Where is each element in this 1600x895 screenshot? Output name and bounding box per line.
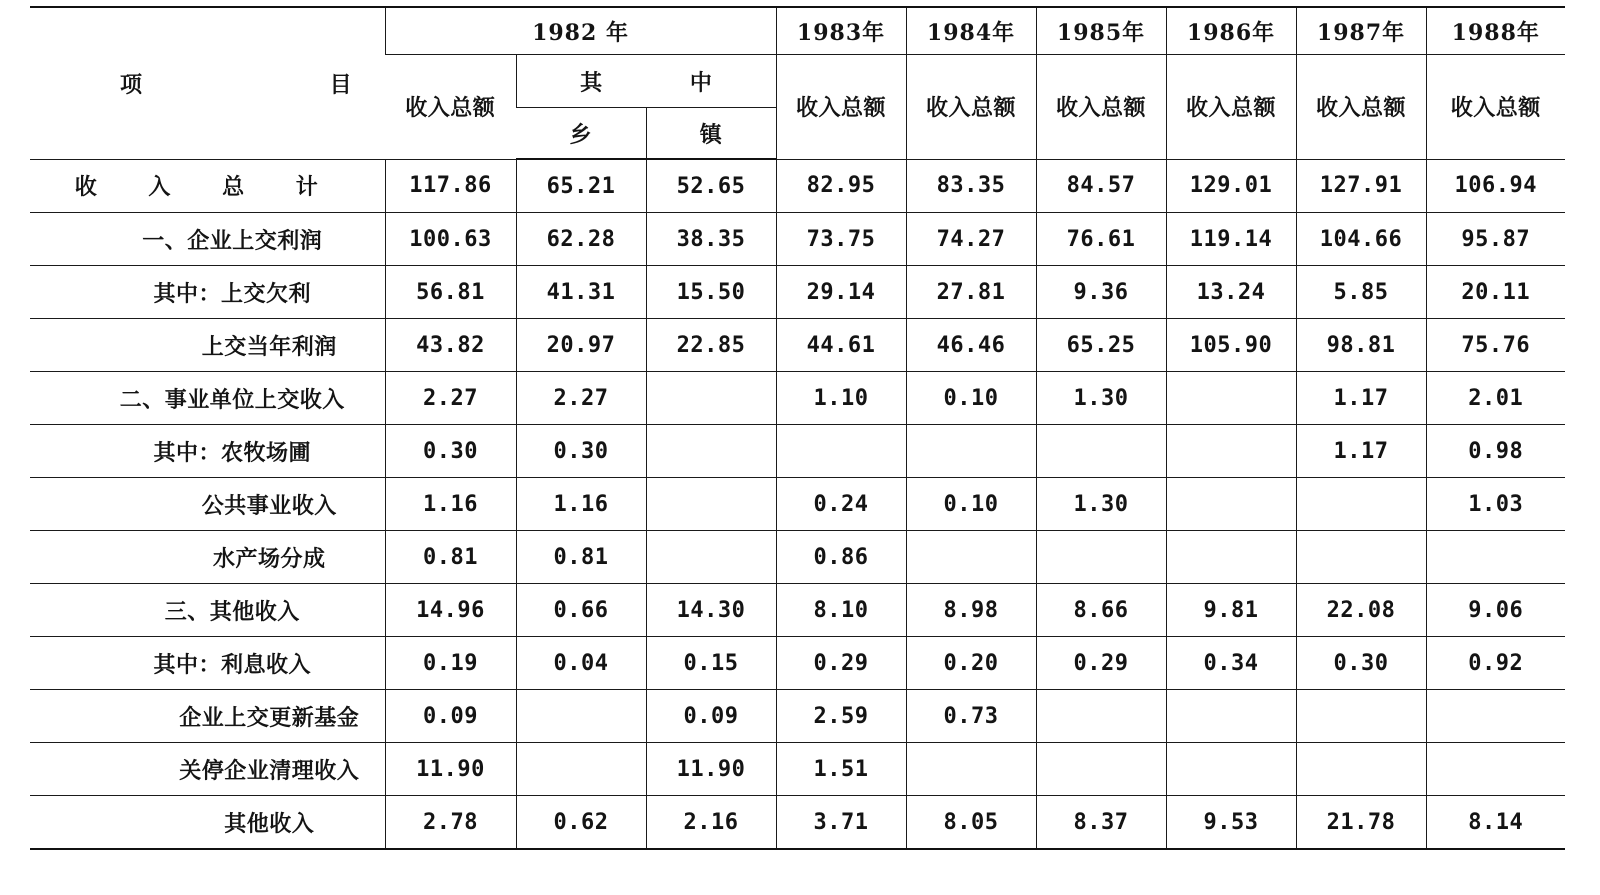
table-cell: 11.90 (646, 743, 776, 796)
table-cell: 0.29 (776, 637, 906, 690)
table-cell: 5.85 (1296, 266, 1426, 319)
table-cell (516, 690, 646, 743)
table-cell: 106.94 (1426, 159, 1565, 213)
total-header-1984: 收入总额 (906, 55, 1036, 160)
row-label: 二、事业单位上交收入 (30, 372, 385, 425)
table-cell: 20.11 (1426, 266, 1565, 319)
table-cell (646, 372, 776, 425)
table-cell: 0.73 (906, 690, 1036, 743)
table-cell: 8.37 (1036, 796, 1166, 850)
total-header-1983: 收入总额 (776, 55, 906, 160)
row-label: 三、其他收入 (30, 584, 385, 637)
table-cell: 0.30 (1296, 637, 1426, 690)
table-cell: 8.14 (1426, 796, 1565, 850)
table-row (30, 531, 1565, 584)
table-cell: 82.95 (776, 159, 906, 213)
table-cell: 1.16 (516, 478, 646, 531)
table-cell (1166, 372, 1296, 425)
table-cell: 0.09 (385, 690, 516, 743)
table-row (30, 478, 1565, 531)
table-cell: 9.06 (1426, 584, 1565, 637)
year-header-1986: 1986年 (1166, 7, 1296, 55)
table-cell (1166, 743, 1296, 796)
table-cell: 0.98 (1426, 425, 1565, 478)
table-cell (1036, 531, 1166, 584)
year-1982-header: 1982 年 (385, 7, 776, 55)
table-cell: 1.16 (385, 478, 516, 531)
table-cell: 8.66 (1036, 584, 1166, 637)
total-header-1988: 收入总额 (1426, 55, 1565, 160)
zhen-header: 镇 (646, 108, 776, 160)
table-cell: 38.35 (646, 213, 776, 266)
table-cell: 0.81 (385, 531, 516, 584)
table-cell: 0.10 (906, 372, 1036, 425)
table-row (30, 319, 1565, 372)
table-cell: 21.78 (1296, 796, 1426, 850)
table-body (30, 159, 1565, 849)
table-cell: 65.25 (1036, 319, 1166, 372)
table-cell (1036, 690, 1166, 743)
table-cell: 0.30 (516, 425, 646, 478)
year-header-1988: 1988年 (1426, 7, 1565, 55)
table-cell: 105.90 (1166, 319, 1296, 372)
table-cell: 44.61 (776, 319, 906, 372)
table-cell: 0.92 (1426, 637, 1565, 690)
table-cell (1426, 531, 1565, 584)
table-cell: 52.65 (646, 159, 776, 213)
table-cell (646, 478, 776, 531)
table-cell: 0.34 (1166, 637, 1296, 690)
table-cell (1166, 478, 1296, 531)
table-cell: 3.71 (776, 796, 906, 850)
table-cell: 8.98 (906, 584, 1036, 637)
row-label: 关停企业清理收入 (30, 743, 385, 796)
year-header-1985: 1985年 (1036, 7, 1166, 55)
table-cell: 62.28 (516, 213, 646, 266)
table-cell: 98.81 (1296, 319, 1426, 372)
sub-header: 其 中 (516, 55, 776, 108)
table-cell: 14.30 (646, 584, 776, 637)
table-cell (906, 531, 1036, 584)
xiang-header: 乡 (516, 108, 646, 160)
table-cell (516, 743, 646, 796)
table-cell: 8.05 (906, 796, 1036, 850)
table-cell: 104.66 (1296, 213, 1426, 266)
table-cell (646, 531, 776, 584)
table-cell: 2.59 (776, 690, 906, 743)
table-row (30, 690, 1565, 743)
table-cell (1166, 531, 1296, 584)
table-cell: 15.50 (646, 266, 776, 319)
year-header-1983: 1983年 (776, 7, 906, 55)
year-header-1987: 1987年 (1296, 7, 1426, 55)
table-cell: 13.24 (1166, 266, 1296, 319)
table-cell (906, 743, 1036, 796)
table-cell: 11.90 (385, 743, 516, 796)
table-cell: 0.10 (906, 478, 1036, 531)
table-cell: 0.19 (385, 637, 516, 690)
table-cell: 0.09 (646, 690, 776, 743)
table-row (30, 743, 1565, 796)
year-header-1984: 1984年 (906, 7, 1036, 55)
table-cell: 0.24 (776, 478, 906, 531)
table-row (30, 266, 1565, 319)
table-cell: 1.10 (776, 372, 906, 425)
row-label: 其中：上交欠利 (30, 266, 385, 319)
revenue-table (30, 6, 1565, 850)
table-cell: 22.08 (1296, 584, 1426, 637)
table-cell: 22.85 (646, 319, 776, 372)
header-row-1 (30, 7, 1565, 55)
table-cell: 83.35 (906, 159, 1036, 213)
table-cell: 127.91 (1296, 159, 1426, 213)
table-cell: 1.51 (776, 743, 906, 796)
table-cell: 119.14 (1166, 213, 1296, 266)
table-cell (1166, 425, 1296, 478)
table-cell: 100.63 (385, 213, 516, 266)
table-cell (776, 425, 906, 478)
table-cell: 46.46 (906, 319, 1036, 372)
table-cell: 41.31 (516, 266, 646, 319)
row-label: 其中：利息收入 (30, 637, 385, 690)
table-cell (1426, 743, 1565, 796)
table-cell: 27.81 (906, 266, 1036, 319)
table-cell: 65.21 (516, 159, 646, 213)
table-cell: 0.66 (516, 584, 646, 637)
table-cell: 2.16 (646, 796, 776, 850)
table-row (30, 584, 1565, 637)
row-label: 企业上交更新基金 (30, 690, 385, 743)
table-cell (1036, 425, 1166, 478)
table-cell (1426, 690, 1565, 743)
table-cell: 73.75 (776, 213, 906, 266)
row-label: 其中：农牧场圃 (30, 425, 385, 478)
table-cell: 2.27 (516, 372, 646, 425)
table-cell: 0.81 (516, 531, 646, 584)
table-cell: 129.01 (1166, 159, 1296, 213)
table-cell: 9.81 (1166, 584, 1296, 637)
table-cell (1296, 478, 1426, 531)
table-cell (906, 425, 1036, 478)
table-cell: 1.17 (1296, 372, 1426, 425)
table-cell (1166, 690, 1296, 743)
table-row (30, 796, 1565, 850)
table-cell: 75.76 (1426, 319, 1565, 372)
table-row (30, 159, 1565, 213)
table-cell: 8.10 (776, 584, 906, 637)
table-cell: 2.78 (385, 796, 516, 850)
table-cell: 74.27 (906, 213, 1036, 266)
table-cell: 76.61 (1036, 213, 1166, 266)
table-cell: 0.15 (646, 637, 776, 690)
table-cell: 1.03 (1426, 478, 1565, 531)
table-cell: 0.30 (385, 425, 516, 478)
row-label: 公共事业收入 (30, 478, 385, 531)
row-label: 收 入 总 计 (30, 159, 385, 213)
table-cell: 0.86 (776, 531, 906, 584)
table-cell: 95.87 (1426, 213, 1565, 266)
table-cell (1036, 743, 1166, 796)
table-cell: 29.14 (776, 266, 906, 319)
table-cell: 9.36 (1036, 266, 1166, 319)
table-cell: 0.04 (516, 637, 646, 690)
table-cell: 0.62 (516, 796, 646, 850)
table-cell: 2.01 (1426, 372, 1565, 425)
table-cell (646, 425, 776, 478)
table-row (30, 425, 1565, 478)
row-label: 上交当年利润 (30, 319, 385, 372)
table-cell: 1.17 (1296, 425, 1426, 478)
revenue-table-sheet (30, 6, 1565, 852)
table-cell: 117.86 (385, 159, 516, 213)
row-label: 一、企业上交利润 (30, 213, 385, 266)
table-cell: 20.97 (516, 319, 646, 372)
table-cell: 9.53 (1166, 796, 1296, 850)
row-label: 水产场分成 (30, 531, 385, 584)
table-cell: 2.27 (385, 372, 516, 425)
item-header: 项 目 (30, 7, 385, 159)
table-cell (1296, 690, 1426, 743)
table-cell (1296, 531, 1426, 584)
table-cell: 0.20 (906, 637, 1036, 690)
row-label: 其他收入 (30, 796, 385, 850)
table-cell: 56.81 (385, 266, 516, 319)
total-header-1982: 收入总额 (385, 55, 516, 160)
table-cell: 84.57 (1036, 159, 1166, 213)
table-cell: 1.30 (1036, 478, 1166, 531)
total-header-1986: 收入总额 (1166, 55, 1296, 160)
total-header-1985: 收入总额 (1036, 55, 1166, 160)
table-cell: 43.82 (385, 319, 516, 372)
table-cell: 1.30 (1036, 372, 1166, 425)
table-row (30, 637, 1565, 690)
table-cell: 14.96 (385, 584, 516, 637)
total-header-1987: 收入总额 (1296, 55, 1426, 160)
table-row (30, 213, 1565, 266)
table-cell (1296, 743, 1426, 796)
table-row (30, 372, 1565, 425)
table-cell: 0.29 (1036, 637, 1166, 690)
